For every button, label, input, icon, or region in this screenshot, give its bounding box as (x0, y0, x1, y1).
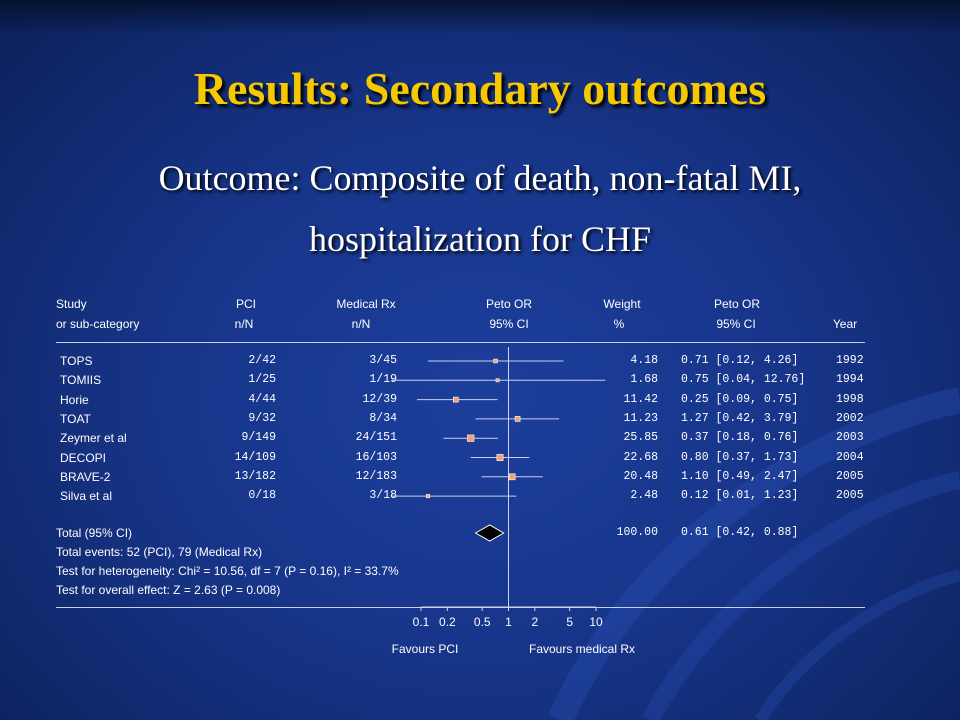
row-medical-events: 1/19 (369, 373, 397, 387)
pooled-diamond (476, 525, 504, 541)
row-year: 2003 (836, 431, 864, 445)
slide-subtitle-line1: Outcome: Composite of death, non-fatal MI, (158, 158, 802, 198)
row-weight: 4.18 (630, 354, 658, 367)
header-weight-pct: % (613, 317, 625, 331)
header-peto-ci-label: 95% CI (716, 317, 756, 331)
row-year: 2005 (836, 469, 864, 483)
row-ci-text: 0.25 [0.09, 0.75] (681, 392, 799, 406)
header-peto-plot: Peto OR (485, 297, 533, 311)
row-pci-events: 0/18 (248, 489, 276, 503)
row-study-name: BRAVE-2 (60, 469, 111, 484)
row-year: 1994 (836, 373, 864, 387)
favours-pci-label: Favours PCI (391, 642, 459, 656)
header-peto-ci: Peto OR (713, 297, 761, 311)
header-study: Study (56, 297, 87, 311)
header-medical-nn: n/N (351, 317, 371, 331)
row-pci-events: 1/25 (248, 373, 276, 387)
row-weight: 20.48 (623, 469, 658, 483)
heterogeneity-test: Test for heterogeneity: Chi² = 10.56, df = 7 (P = 0.16), I² = 33.7% (56, 564, 399, 578)
total-label: Total (95% CI) (56, 526, 133, 540)
row-study-name: Horie (60, 392, 89, 407)
row-weight: 11.42 (623, 392, 658, 406)
header-medical: Medical Rx (336, 297, 396, 311)
header-subcategory: or sub-category (56, 317, 140, 331)
header-year: Year (832, 317, 858, 331)
row-medical-events: 3/18 (369, 489, 397, 503)
row-medical-events: 16/103 (355, 450, 397, 464)
row-pci-events: 13/182 (234, 469, 276, 483)
row-study-name: TOPS (60, 354, 93, 368)
x-tick-label: 1 (505, 615, 512, 629)
row-ci-text: 0.37 [0.18, 0.76] (681, 431, 799, 445)
total-ci: 0.61 [0.42, 0.88] (681, 526, 799, 539)
row-year: 1998 (836, 392, 864, 406)
study-or-marker (467, 435, 474, 442)
row-year: 2002 (836, 411, 864, 425)
row-ci-text: 0.75 [0.04, 12.76] (681, 373, 806, 387)
study-or-marker (496, 379, 499, 382)
row-pci-events: 2/42 (248, 354, 276, 367)
study-or-marker (453, 397, 458, 402)
row-ci-text: 0.71 [0.12, 4.26] (681, 354, 799, 367)
study-or-marker (515, 416, 520, 421)
row-year: 2005 (836, 489, 864, 503)
header-pci: PCI (235, 297, 257, 311)
row-pci-events: 9/32 (248, 411, 276, 425)
row-medical-events: 12/183 (355, 469, 397, 483)
slide-subtitle-line2: hospitalization for CHF (309, 219, 651, 259)
header-pci-nn: n/N (234, 317, 254, 331)
row-ci-text: 1.10 [0.49, 2.47] (681, 469, 799, 483)
row-year: 1992 (836, 354, 864, 367)
x-tick-label: 5 (566, 615, 574, 629)
row-ci-text: 0.80 [0.37, 1.73] (681, 450, 799, 464)
row-study-name: DECOPI (60, 450, 107, 465)
slide-title: Results: Secondary outcomes (193, 63, 767, 114)
row-weight: 11.23 (623, 411, 658, 425)
x-tick-label: 10 (589, 615, 603, 629)
row-medical-events: 3/45 (369, 354, 397, 367)
row-pci-events: 14/109 (234, 450, 276, 464)
study-or-marker (497, 454, 503, 460)
x-tick-label: 2 (531, 615, 539, 629)
row-weight: 22.68 (623, 450, 658, 464)
row-ci-text: 1.27 [0.42, 3.79] (681, 411, 799, 425)
favours-medical-label: Favours medical Rx (528, 642, 636, 656)
overall-effect-test: Test for overall effect: Z = 2.63 (P = 0.008) (56, 583, 281, 597)
row-weight: 1.68 (630, 373, 658, 387)
row-study-name: Zeymer et al (60, 431, 127, 446)
row-study-name: TOMIIS (60, 373, 102, 388)
study-or-marker (494, 359, 498, 363)
study-or-marker (509, 474, 515, 480)
row-year: 2004 (836, 450, 864, 464)
row-ci-text: 0.12 [0.01, 1.23] (681, 489, 799, 503)
row-weight: 25.85 (623, 431, 658, 445)
row-pci-events: 4/44 (248, 392, 276, 406)
row-pci-events: 9/149 (241, 431, 276, 445)
total-weight: 100.00 (616, 526, 658, 539)
x-tick-label: 0.5 (473, 615, 491, 629)
header-peto-plot-ci: 95% CI (489, 317, 529, 331)
x-tick-label: 0.2 (438, 615, 456, 629)
row-medical-events: 12/39 (362, 392, 397, 406)
row-medical-events: 24/151 (355, 431, 397, 445)
study-or-marker (426, 494, 429, 497)
header-weight: Weight (603, 297, 641, 311)
row-study-name: TOAT (60, 411, 91, 426)
total-events: Total events: 52 (PCI), 79 (Medical Rx) (56, 545, 263, 559)
row-weight: 2.48 (630, 489, 658, 503)
x-tick-label: 0.1 (412, 615, 430, 629)
row-medical-events: 8/34 (369, 411, 397, 425)
row-study-name: Silva et al (60, 489, 113, 504)
